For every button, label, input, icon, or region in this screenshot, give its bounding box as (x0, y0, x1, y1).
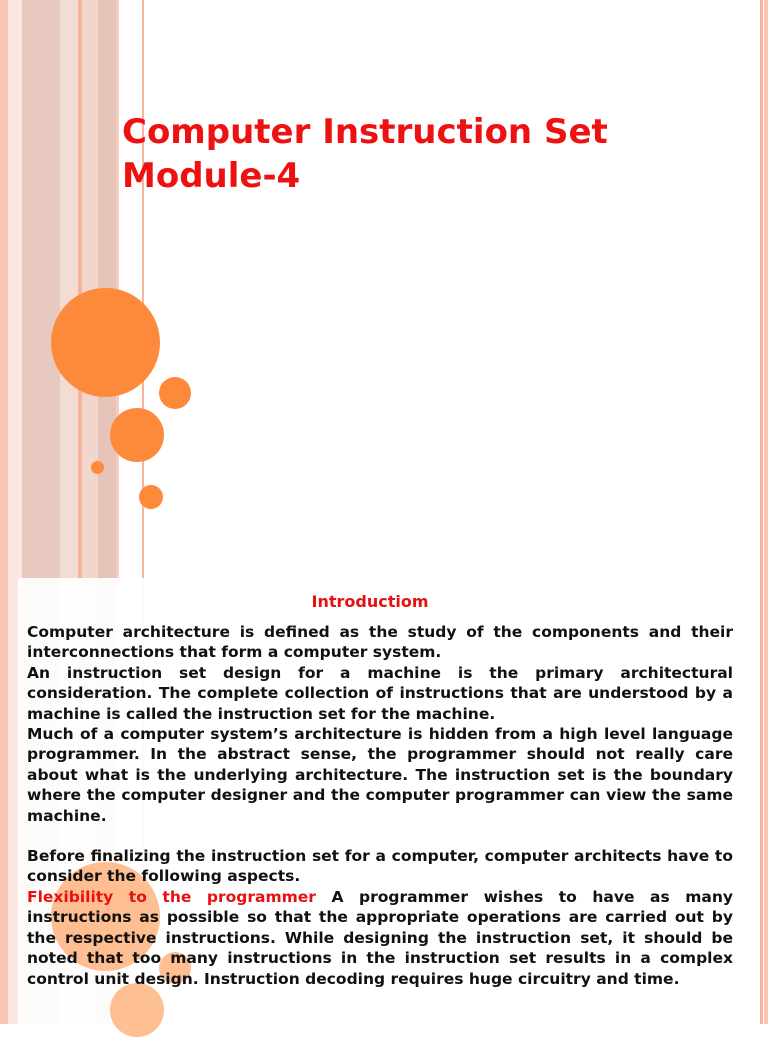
decor-circle (159, 377, 191, 409)
decor-circle (51, 288, 160, 397)
decor-stripe (0, 0, 8, 1024)
section-heading: Introductiom (311, 592, 429, 611)
decor-circle (110, 983, 164, 1037)
slide-title-line2: Module-4 (122, 156, 301, 196)
paragraph-definition: Computer architecture is defined as the study of the components and their interconnections that form a computer system. (27, 623, 733, 662)
decor-stripe (760, 0, 763, 1024)
flexibility-text: A programmer wishes to have as many instructions as possible so that the appropriate operations are carried out by the respective instructions. While designing the instruction set, it should be noted that too many instructions in the instruction set results in a complex control unit design. Instruction decoding requires huge circuitry and time. (27, 887, 733, 988)
decor-circle (110, 408, 164, 462)
paragraph-aspects: Before finalizing the instruction set for a computer, computer architects have to consider the following aspects. (27, 847, 733, 886)
slide-title-line1: Computer Instruction Set (122, 112, 608, 152)
decor-stripe (764, 0, 768, 1024)
paragraph-instruction-set: An instruction set design for a machine is the primary architectural consideration. The complete collection of instructions that are understood by a machine is called the instruction set for the machine. (27, 663, 733, 723)
paragraph-gap (27, 826, 733, 846)
flexibility-highlight: Flexibility to the programmer (27, 887, 316, 906)
intro-body (27, 622, 733, 989)
decor-circle (139, 485, 163, 509)
slide-title (122, 110, 608, 198)
paragraph-flexibility (27, 887, 733, 989)
decor-circle (91, 461, 104, 474)
paragraph-architecture: Much of a computer system’s architecture is hidden from a high level language programmer. In the abstract sense, the programmer should not really care about what is the underlying architecture. The instruction set is the boundary where the computer designer and the computer programmer can view the same machine. (27, 725, 733, 825)
